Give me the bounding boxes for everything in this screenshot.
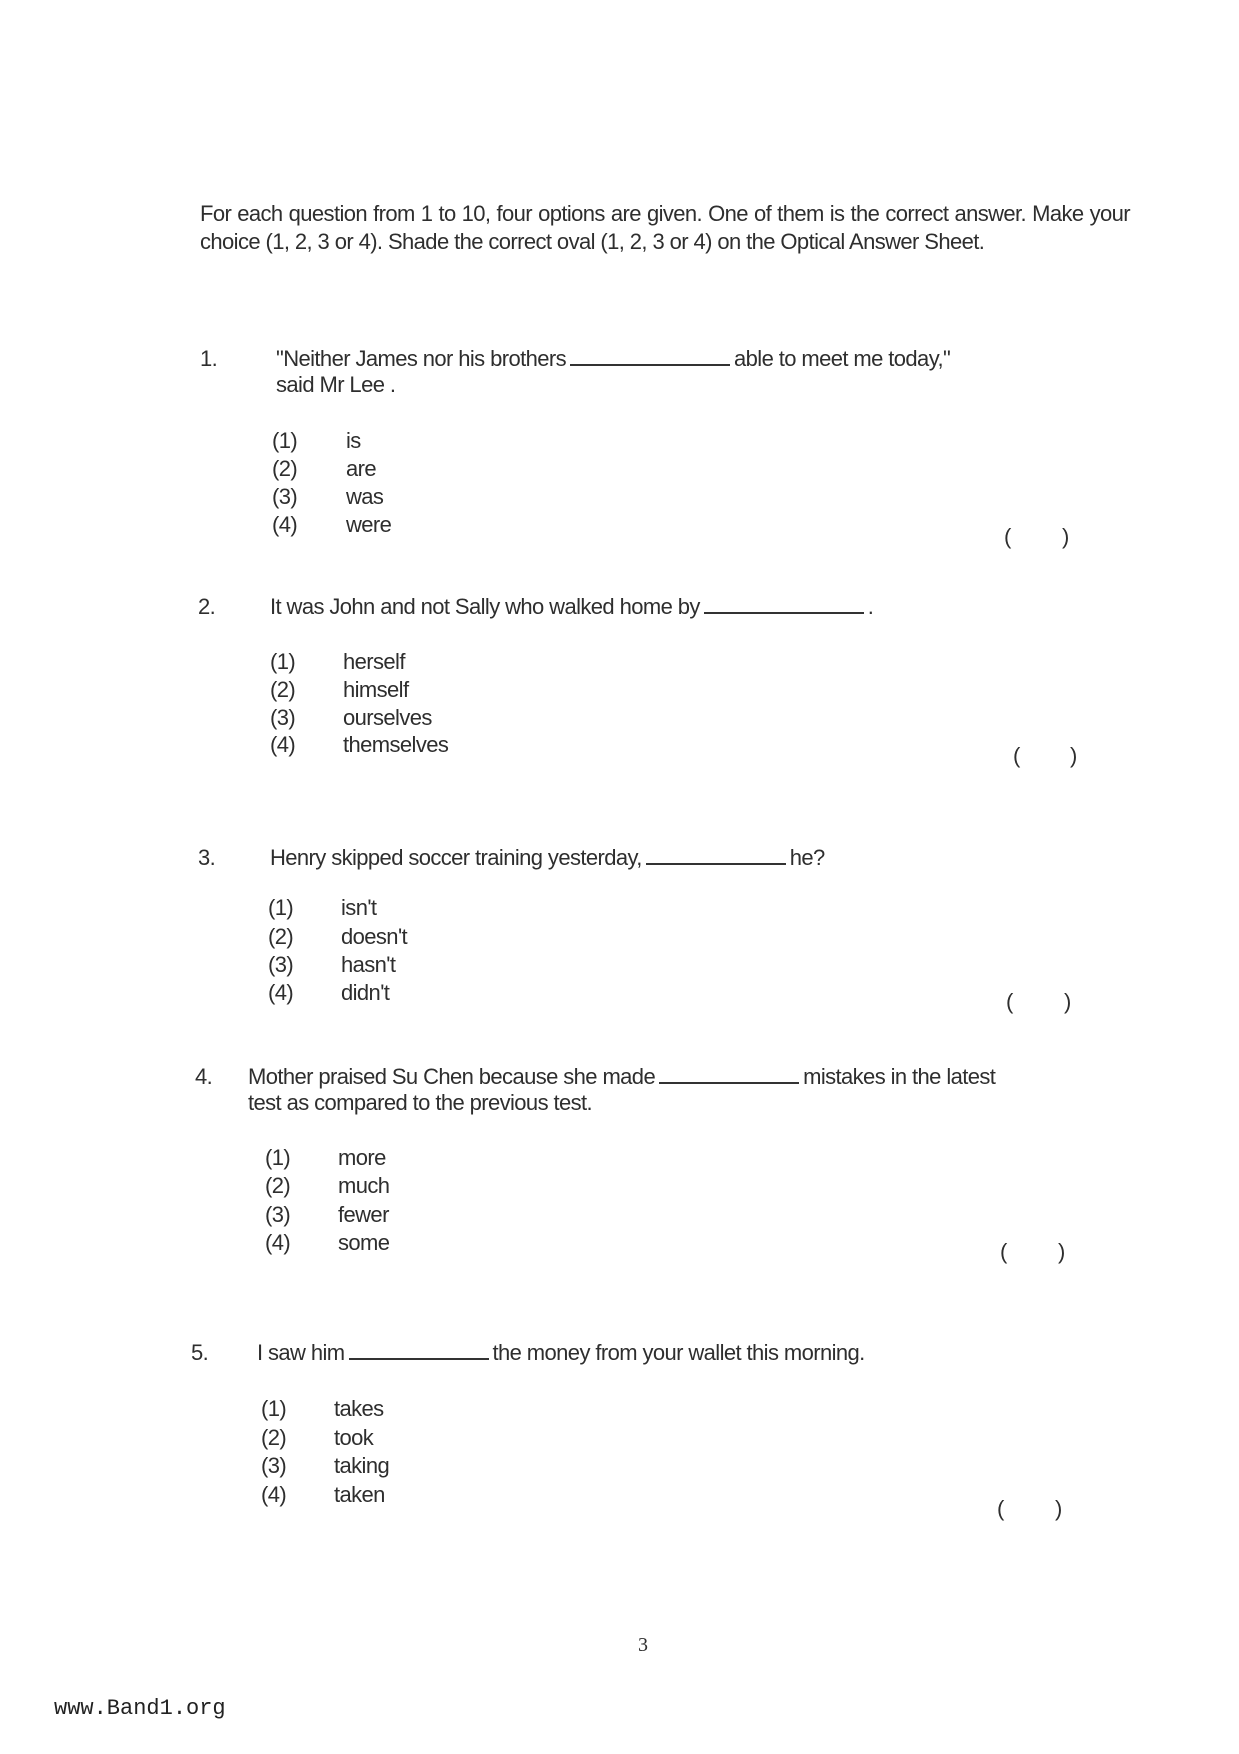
stem-line-2: test as compared to the previous test.	[248, 1090, 593, 1115]
footer-watermark: www.Band1.org	[54, 1696, 226, 1721]
stem-before: Mother praised Su Chen because she made	[248, 1064, 656, 1089]
answer-bracket-close: )	[1070, 743, 1078, 768]
option-label: (1)	[261, 1396, 287, 1421]
option-text: herself	[343, 649, 405, 674]
option-text: more	[338, 1145, 386, 1170]
option-label: (1)	[270, 649, 296, 674]
answer-blank	[659, 1064, 799, 1084]
page-number: 3	[638, 1634, 648, 1656]
option-label: (1)	[272, 428, 298, 453]
answer-bracket-open: (	[997, 1496, 1005, 1521]
option-label: (3)	[261, 1453, 287, 1478]
question-number: 4.	[195, 1064, 213, 1089]
option-label: (3)	[265, 1202, 291, 1227]
option-text: himself	[343, 677, 409, 702]
answer-bracket-open: (	[1000, 1239, 1008, 1264]
answer-bracket-open: (	[1006, 989, 1014, 1014]
option-label: (1)	[268, 895, 294, 920]
option-text: was	[346, 484, 384, 509]
question-stem	[270, 594, 873, 620]
answer-blank	[646, 845, 786, 865]
option-text: didn't	[341, 980, 390, 1005]
option-label: (4)	[270, 732, 296, 757]
option-text: is	[346, 428, 361, 453]
option-text: ourselves	[343, 705, 432, 730]
question-number: 2.	[198, 594, 216, 619]
stem-after: .	[867, 594, 874, 619]
option-label: (2)	[270, 677, 296, 702]
stem-line-2: said Mr Lee .	[276, 372, 396, 397]
option-label: (1)	[265, 1145, 291, 1170]
question-stem	[248, 1064, 995, 1090]
answer-bracket-close: )	[1058, 1239, 1066, 1264]
option-label: (4)	[261, 1482, 287, 1507]
option-label: (2)	[265, 1173, 291, 1198]
question-stem	[276, 346, 950, 372]
question-stem	[270, 845, 825, 871]
option-text: were	[346, 512, 392, 537]
answer-bracket-close: )	[1064, 989, 1072, 1014]
option-text: isn't	[341, 895, 377, 920]
question-stem	[257, 1340, 865, 1366]
option-text: taking	[334, 1453, 390, 1478]
option-label: (4)	[268, 980, 294, 1005]
stem-before: I saw him	[257, 1340, 345, 1365]
answer-bracket-open: (	[1004, 524, 1012, 549]
option-label: (3)	[272, 484, 298, 509]
option-text: doesn't	[341, 924, 408, 949]
option-text: hasn't	[341, 952, 396, 977]
answer-bracket-open: (	[1013, 743, 1021, 768]
option-label: (4)	[272, 512, 298, 537]
option-label: (2)	[261, 1425, 287, 1450]
option-text: themselves	[343, 732, 449, 757]
option-text: are	[346, 456, 376, 481]
question-number: 1.	[200, 346, 218, 371]
question-number: 3.	[198, 845, 216, 870]
option-label: (4)	[265, 1230, 291, 1255]
stem-after: he?	[789, 845, 825, 870]
stem-after: mistakes in the latest	[803, 1064, 996, 1089]
stem-before: "Neither James nor his brothers	[276, 346, 567, 371]
option-text: takes	[334, 1396, 384, 1421]
stem-before: Henry skipped soccer training yesterday,	[270, 845, 642, 870]
option-label: (3)	[270, 705, 296, 730]
instructions: For each question from 1 to 10, four options are given. One of them is the correct answer. Make your choice (1, 2, 3 or 4). Shade the correct oval (1, 2, 3 or 4) on the Optical Answer Sheet.	[200, 201, 1130, 254]
stem-after: able to meet me today,"	[734, 346, 951, 371]
option-text: took	[334, 1425, 374, 1450]
question-number: 5.	[191, 1340, 209, 1365]
stem-before: It was John and not Sally who walked home by	[270, 594, 700, 619]
option-label: (2)	[272, 456, 298, 481]
option-text: much	[338, 1173, 390, 1198]
option-label: (3)	[268, 952, 294, 977]
option-text: fewer	[338, 1202, 389, 1227]
answer-bracket-close: )	[1055, 1496, 1063, 1521]
stem-after: the money from your wallet this morning.	[492, 1340, 865, 1365]
option-label: (2)	[268, 924, 294, 949]
answer-bracket-close: )	[1062, 524, 1070, 549]
option-text: taken	[334, 1482, 385, 1507]
answer-blank	[704, 594, 864, 614]
option-text: some	[338, 1230, 390, 1255]
answer-blank	[349, 1340, 489, 1360]
answer-blank	[570, 346, 730, 366]
